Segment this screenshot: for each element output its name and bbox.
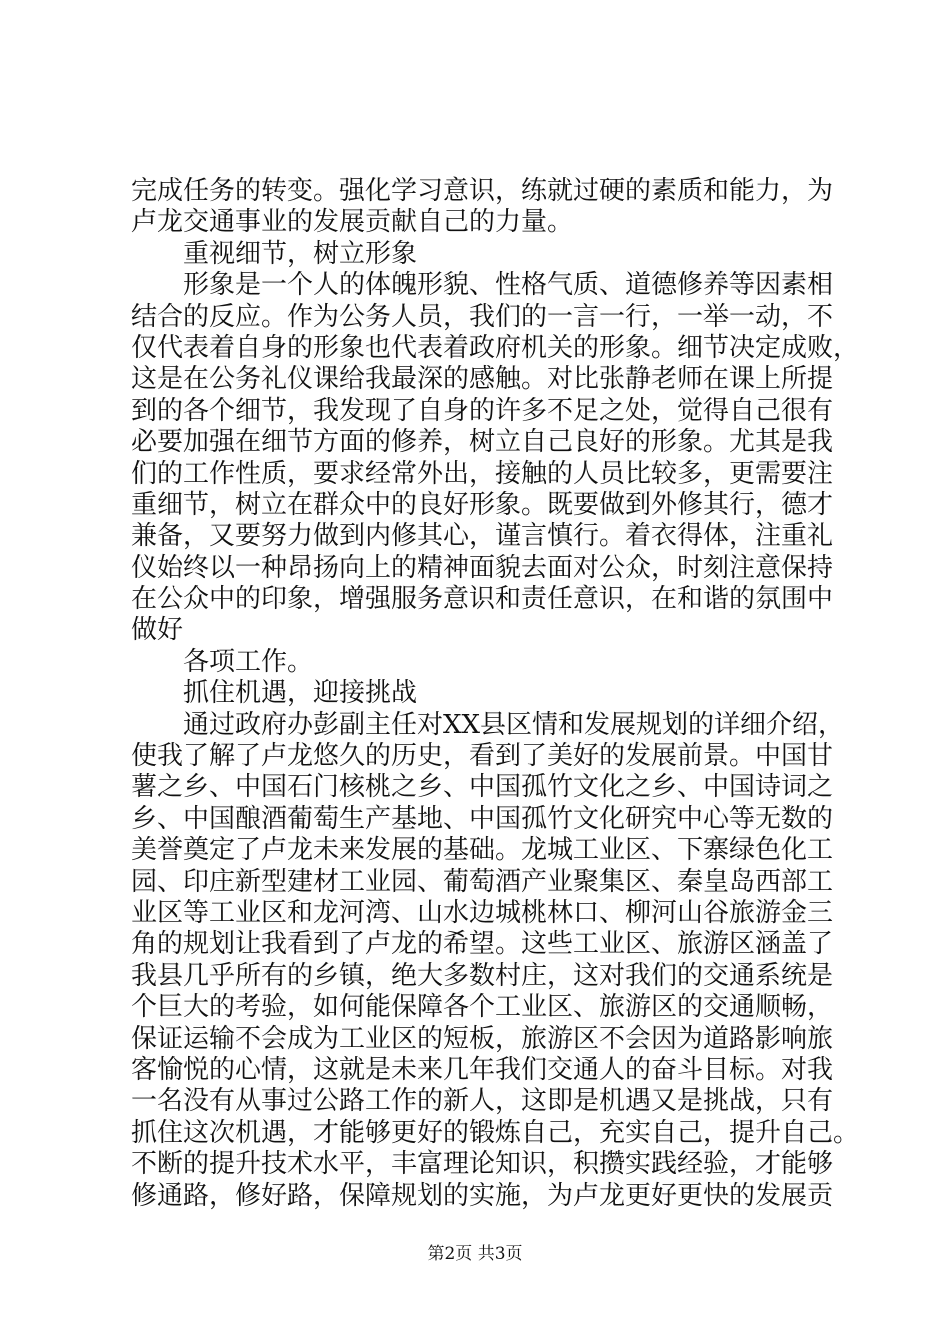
section-heading-details: 重视细节，树立形象 [183,238,418,269]
text-line: 薯之乡、中国石门核桃之乡、中国孤竹文化之乡、中国诗词之 [131,772,834,803]
text-line: 必要加强在细节方面的修养，树立自己良好的形象。尤其是我 [131,427,834,458]
text-line: 到的各个细节，我发现了自身的许多不足之处，觉得自己很有 [131,395,834,426]
text-line: 卢龙交通事业的发展贡献自己的力量。 [131,207,574,238]
text-line: 在公众中的印象，增强服务意识和责任意识，在和谐的氛围中 [131,584,834,615]
text-line: 通过政府办彭副主任对XX县区情和发展规划的详细介绍， [183,709,845,740]
text-line: 使我了解了卢龙悠久的历史，看到了美好的发展前景。中国甘 [131,741,834,772]
text-line: 兼备，又要努力做到内修其心，谨言慎行。着衣得体，注重礼 [131,521,834,552]
text-line: 业区等工业区和龙河湾、山水边城桃林口、柳河山谷旅游金三 [131,897,834,928]
text-line: 乡、中国酿酒葡萄生产基地、中国孤竹文化研究中心等无数的 [131,803,834,834]
text-line: 不断的提升技术水平，丰富理论知识，积攒实践经验，才能够 [131,1149,834,1180]
text-line: 美誉奠定了卢龙未来发展的基础。龙城工业区、下寨绿色化工 [131,835,834,866]
text-line: 修通路，修好路，保障规划的实施，为卢龙更好更快的发展贡 [131,1180,834,1211]
text-line: 客愉悦的心情，这就是未来几年我们交通人的奋斗目标。对我 [131,1054,834,1085]
text-line: 做好 [131,615,184,646]
page-number-footer: 第2页 共3页 [427,1244,523,1264]
text-line: 重细节，树立在群众中的良好形象。既要做到外修其行，德才 [131,489,834,520]
text-line: 形象是一个人的体魄形貌、性格气质、道德修养等因素相 [183,270,834,301]
section-heading-opportunity: 抓住机遇，迎接挑战 [183,678,418,709]
text-line: 角的规划让我看到了卢龙的希望。这些工业区、旅游区涵盖了 [131,929,834,960]
text-line: 仪始终以一种昂扬向上的精神面貌去面对公众，时刻注意保持 [131,552,834,583]
text-line: 们的工作性质，要求经常外出，接触的人员比较多，更需要注 [131,458,834,489]
text-line: 保证运输不会成为工业区的短板，旅游区不会因为道路影响旅 [131,1023,834,1054]
text-line: 抓住这次机遇，才能够更好的锻炼自己，充实自己，提升自己。 [131,1117,860,1148]
text-line: 完成任务的转变。强化学习意识，练就过硬的素质和能力，为 [131,176,834,206]
text-line: 我县几乎所有的乡镇，绝大多数村庄，这对我们的交通系统是 [131,960,834,991]
text-line: 仅代表着自身的形象也代表着政府机关的形象。细节决定成败， [131,332,860,363]
text-line: 这是在公务礼仪课给我最深的感触。对比张静老师在课上所提 [131,364,834,395]
text-line: 一名没有从事过公路工作的新人，这即是机遇又是挑战，只有 [131,1086,834,1117]
document-body [131,176,860,1212]
text-line: 各项工作。 [183,646,314,677]
text-line: 个巨大的考验，如何能保障各个工业区、旅游区的交通顺畅， [131,992,834,1023]
text-line: 园、印庄新型建材工业园、葡萄酒产业聚集区、秦皇岛西部工 [131,866,834,897]
text-line: 结合的反应。作为公务人员，我们的一言一行，一举一动，不 [131,301,834,332]
